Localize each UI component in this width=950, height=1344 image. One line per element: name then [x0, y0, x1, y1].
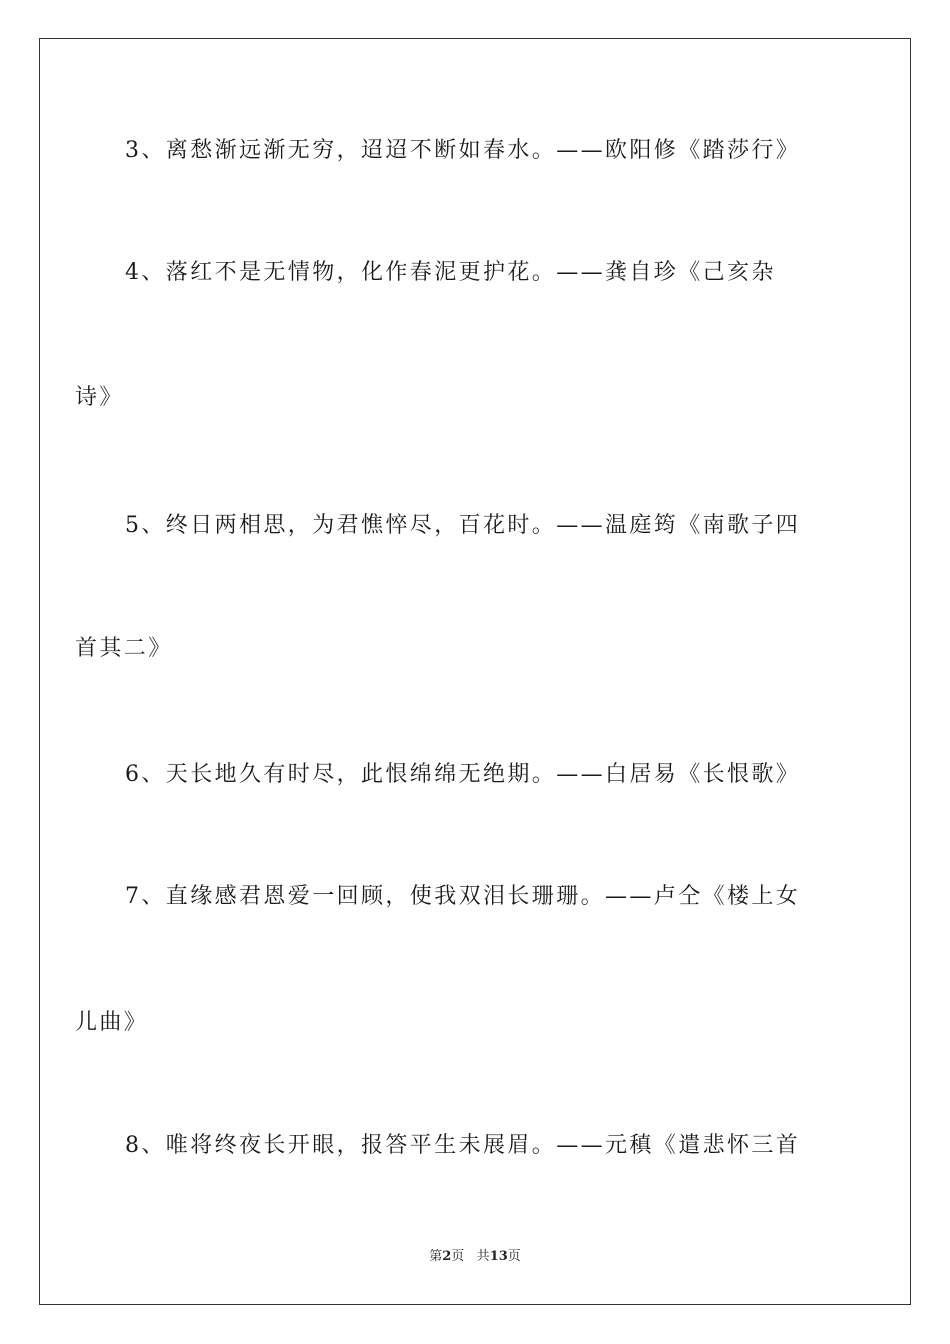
- quote-line-4-continued: 诗》: [75, 385, 124, 410]
- quote-line-5-continued: 首其二》: [75, 636, 173, 661]
- quote-line-7: 7、直缘感君恩爱一回顾，使我双泪长珊珊。——卢仝《楼上女: [125, 884, 801, 909]
- quote-line-5: 5、终日两相思，为君憔悴尽，百花时。——温庭筠《南歌子四: [125, 513, 801, 538]
- quote-line-6: 6、天长地久有时尽，此恨绵绵无绝期。——白居易《长恨歌》: [125, 762, 801, 787]
- quote-line-3: 3、离愁渐远渐无穷，迢迢不断如春水。——欧阳修《踏莎行》: [125, 138, 801, 163]
- total-prefix: 共: [476, 1249, 490, 1264]
- total-suffix: 页: [507, 1249, 521, 1264]
- quote-line-7-continued: 儿曲》: [75, 1010, 149, 1035]
- page-prefix: 第: [429, 1249, 443, 1264]
- total-pages: 13: [489, 1249, 508, 1264]
- page-suffix: 页: [451, 1249, 465, 1264]
- page-frame: [39, 38, 911, 1305]
- page-footer: [0, 1249, 950, 1265]
- quote-line-4: 4、落红不是无情物，化作春泥更护花。——龚自珍《己亥杂: [125, 260, 776, 285]
- page-number: 2: [442, 1249, 452, 1264]
- quote-line-8: 8、唯将终夜长开眼，报答平生未展眉。——元稹《遣悲怀三首: [125, 1133, 801, 1158]
